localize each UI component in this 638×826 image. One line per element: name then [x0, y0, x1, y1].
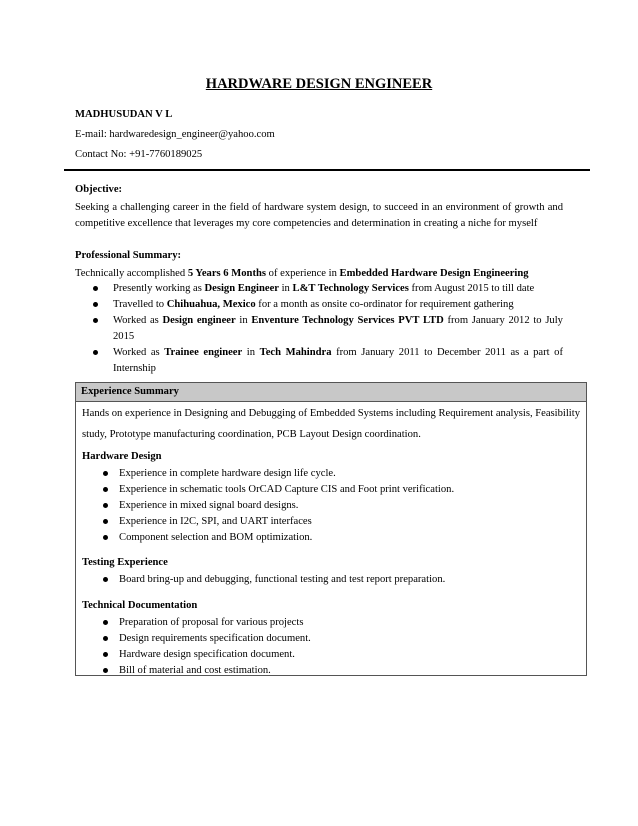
experience-summary-box: [75, 382, 587, 676]
item-text: from January 2011 to December 2011 as a part of Internship: [113, 347, 564, 374]
list-item: [82, 572, 580, 588]
contact-line: Contact No: +91-7760189025: [75, 149, 203, 160]
item-role: Design engineer: [162, 315, 236, 326]
item-text: in: [278, 283, 293, 294]
bullet-icon: [103, 636, 108, 641]
objective-heading: Objective:: [75, 184, 123, 195]
bullet-icon: [103, 487, 108, 492]
professional-summary-intro: [75, 265, 563, 282]
list-item: [82, 631, 580, 647]
item-company: Tech Mahindra: [259, 347, 332, 358]
bullet-icon: [103, 577, 108, 582]
list-item: [82, 647, 580, 663]
item-location: Chihuahua, Mexico: [166, 299, 256, 310]
bullet-icon: [103, 620, 108, 625]
testing-experience-list: [82, 572, 580, 588]
technical-documentation-list: [82, 615, 580, 679]
item-text: Component selection and BOM optimization.: [119, 532, 313, 543]
hardware-design-heading: Hardware Design: [82, 451, 162, 462]
item-text: Design requirements specification document.: [119, 633, 311, 644]
testing-experience-heading: Testing Experience: [82, 557, 168, 568]
item-text: Experience in schematic tools OrCAD Capture CIS and Foot print verification.: [119, 484, 455, 495]
item-text: Experience in complete hardware design life cycle.: [119, 468, 336, 479]
list-item: [82, 466, 580, 482]
item-text: Hardware design specification document.: [119, 649, 295, 660]
bullet-icon: [93, 318, 98, 323]
list-item: [82, 498, 580, 514]
list-item: [82, 514, 580, 530]
item-role: Trainee engineer: [164, 347, 243, 358]
item-text: Worked as: [113, 315, 163, 326]
bullet-icon: [93, 286, 98, 291]
item-text: in: [242, 347, 260, 358]
list-item: [75, 297, 563, 313]
professional-summary-list: [75, 281, 563, 377]
list-item: [82, 663, 580, 679]
item-text: Board bring-up and debugging, functional testing and test report preparation.: [119, 574, 446, 585]
intro-duration: 5 Years 6 Months: [187, 268, 266, 279]
item-text: Bill of material and cost estimation.: [119, 665, 271, 676]
experience-summary-heading: Experience Summary: [76, 383, 586, 402]
intro-field: Embedded Hardware Design Engineering: [339, 268, 529, 279]
bullet-icon: [103, 471, 108, 476]
item-text: Preparation of proposal for various projects: [119, 617, 304, 628]
intro-text: of experience in: [266, 268, 340, 279]
item-text: Worked as: [113, 347, 165, 358]
bullet-icon: [103, 535, 108, 540]
experience-summary-intro: Hands on experience in Designing and Debugging of Embedded Systems including Requirement analysis, Feasibility study, Prototype manufacturing coordination, PCB Layout Design coordination.: [82, 408, 580, 440]
professional-summary-heading: Professional Summary:: [75, 250, 182, 261]
item-text: from August 2015 to till date: [408, 283, 535, 294]
list-item: [82, 482, 580, 498]
bullet-icon: [103, 503, 108, 508]
hardware-design-list: [82, 466, 580, 546]
list-item: [75, 281, 563, 297]
bullet-icon: [93, 302, 98, 307]
bullet-icon: [103, 668, 108, 673]
header-divider: [64, 169, 590, 171]
item-text: from January 2012 to July 2015: [113, 315, 563, 342]
bullet-icon: [93, 350, 98, 355]
item-text: Experience in mixed signal board designs.: [119, 500, 299, 511]
bullet-icon: [103, 519, 108, 524]
item-text: Travelled to: [113, 299, 167, 310]
objective-text: Seeking a challenging career in the field of hardware system design, to succeed in an environment of growth and competitive excellence that leverages my core competencies and determination in creating a niche for myself: [75, 202, 563, 229]
technical-documentation-heading: Technical Documentation: [82, 600, 198, 611]
item-company: Enventure Technology Services PVT LTD: [251, 315, 444, 326]
list-item: [75, 345, 563, 377]
list-item: [82, 530, 580, 546]
item-text: in: [235, 315, 252, 326]
list-item: [75, 313, 563, 345]
list-item: [82, 615, 580, 631]
item-company: L&T Technology Services: [292, 283, 409, 294]
item-text: for a month as onsite co-ordinator for requirement gathering: [255, 299, 514, 310]
item-text: Experience in I2C, SPI, and UART interfaces: [119, 516, 312, 527]
candidate-name: MADHUSUDAN V L: [75, 109, 173, 120]
item-role: Design Engineer: [204, 283, 279, 294]
bullet-icon: [103, 652, 108, 657]
email-line: E-mail: hardwaredesign_engineer@yahoo.com: [75, 129, 275, 140]
document-title: HARDWARE DESIGN ENGINEER: [205, 76, 433, 92]
intro-text: Technically accomplished: [75, 268, 188, 279]
item-text: Presently working as: [113, 283, 205, 294]
